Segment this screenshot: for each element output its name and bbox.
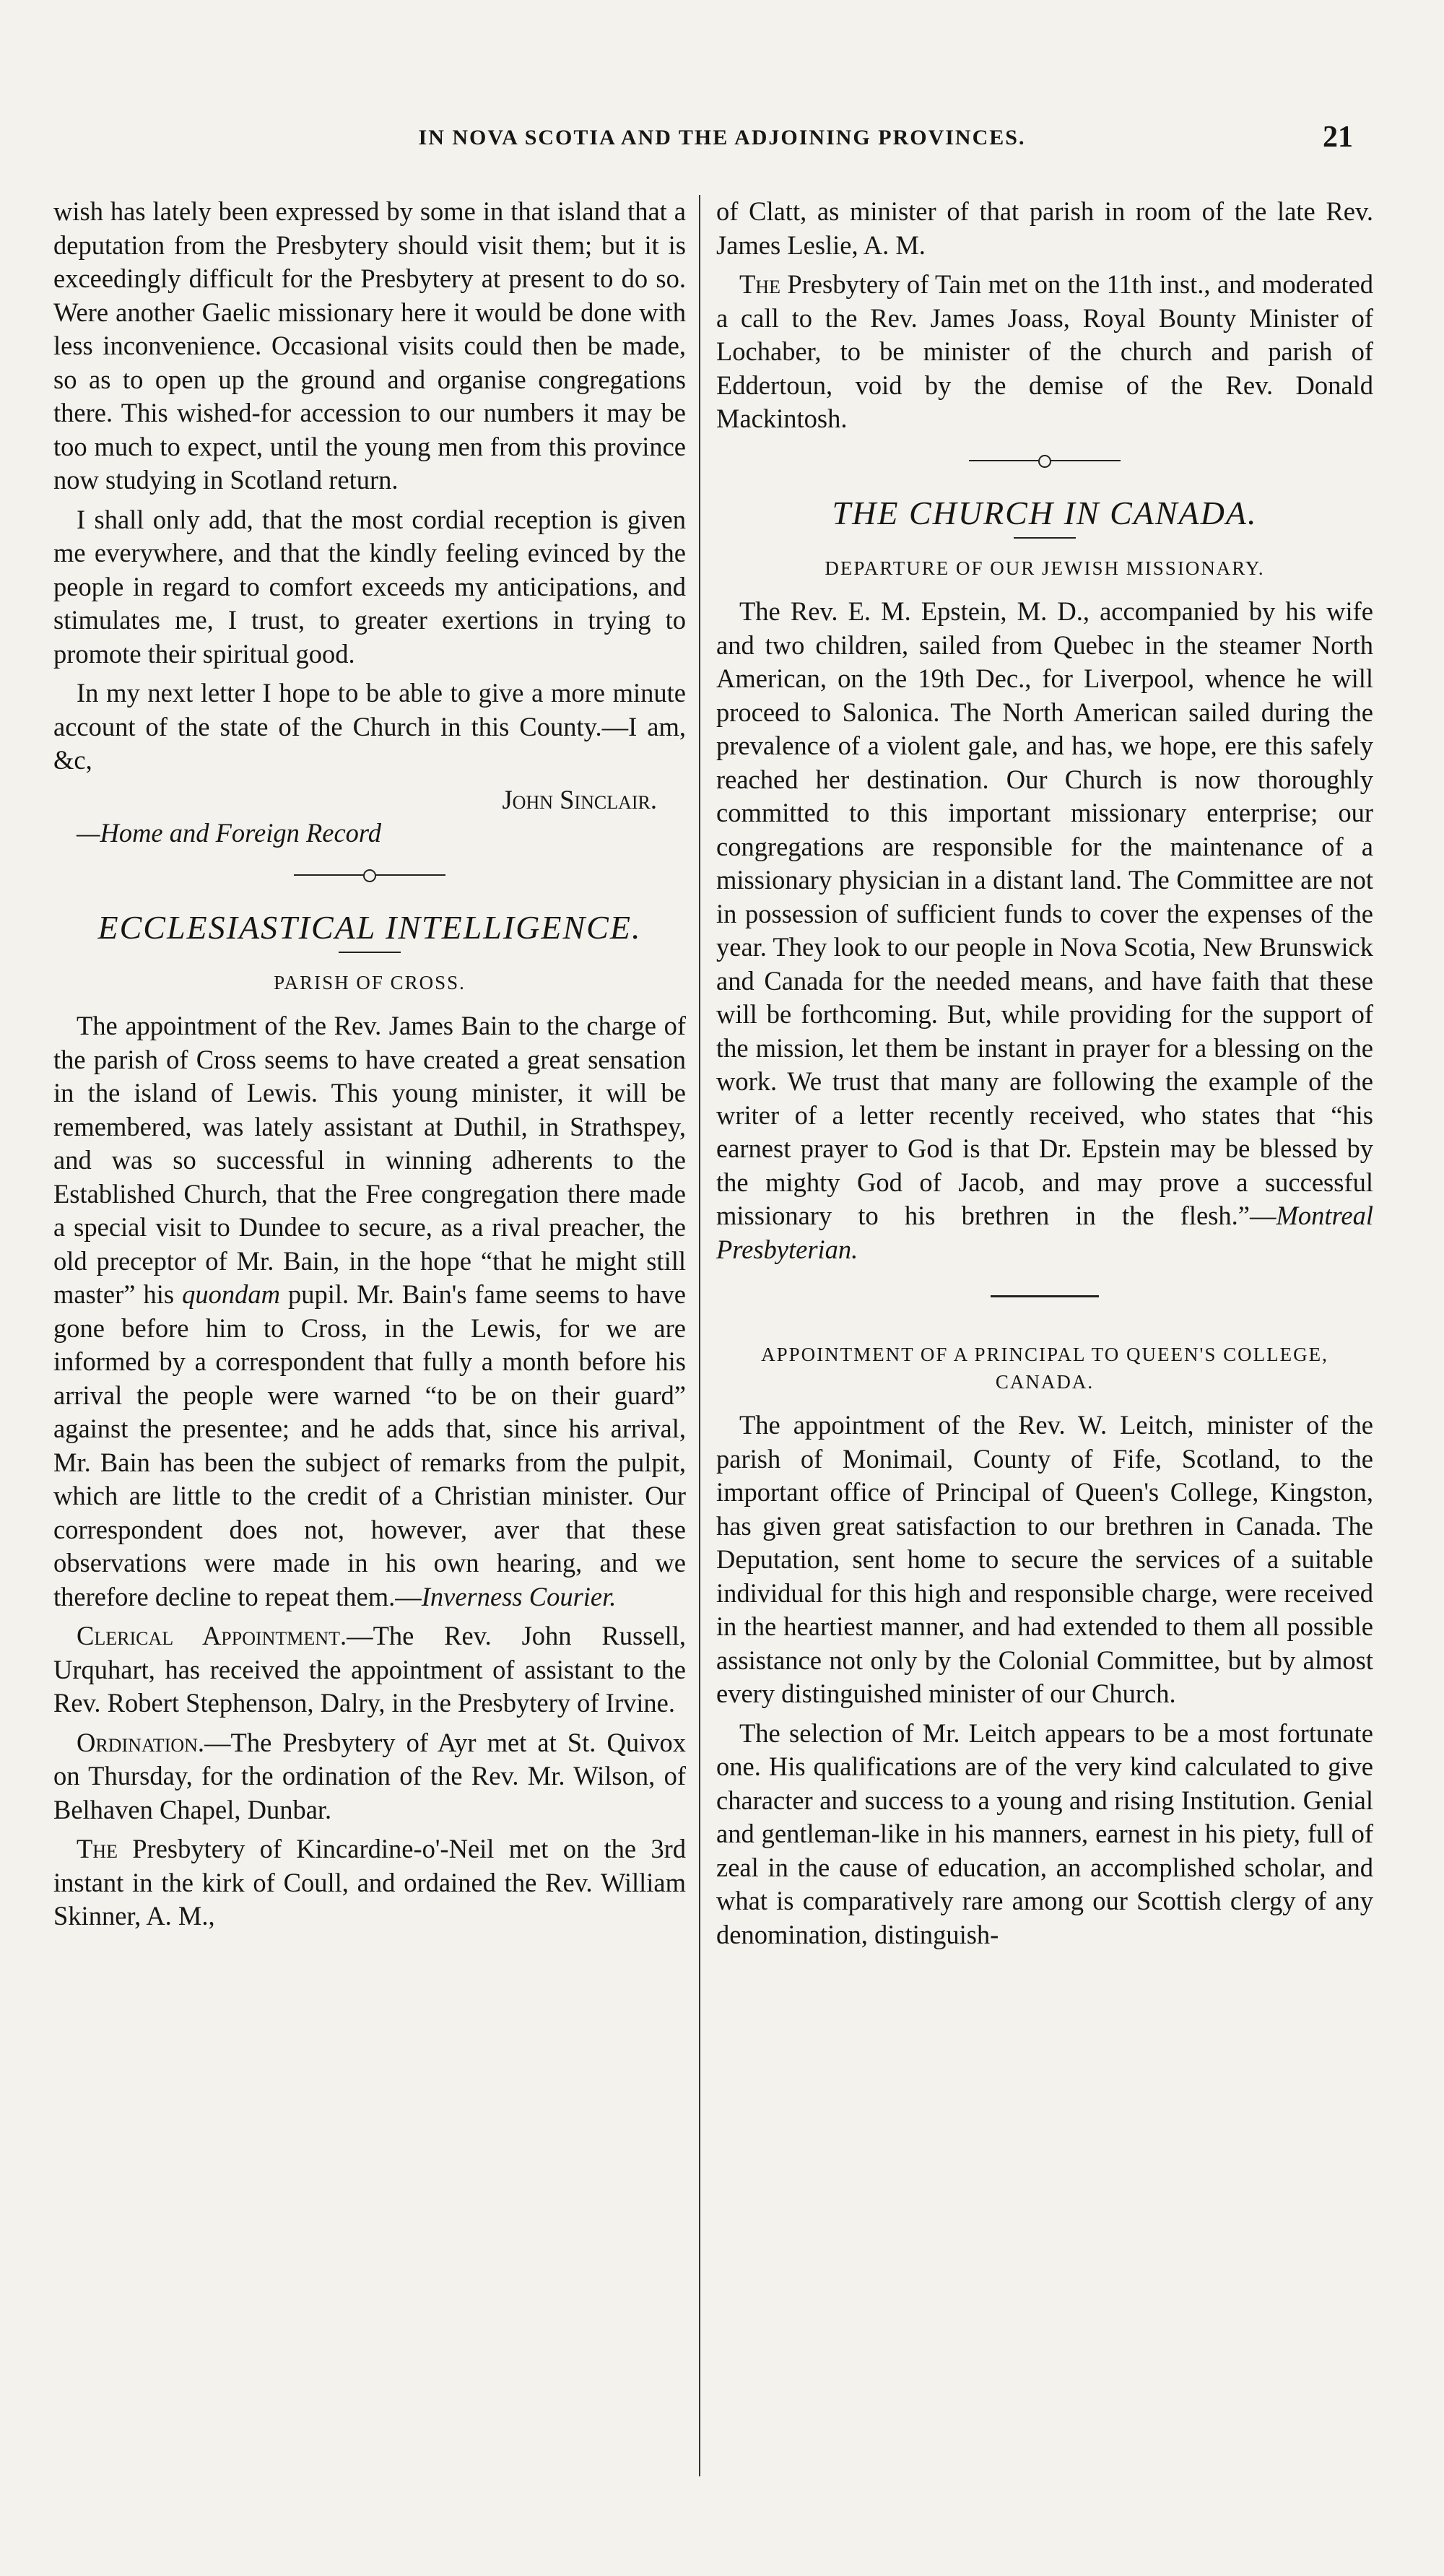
source-credit: —Home and Foreign Record [77,818,382,848]
column-divider [699,195,700,2476]
section-title: ECCLESIASTICAL INTELLIGENCE. [97,908,642,946]
ornament-divider [294,868,445,882]
paragraph [53,1619,686,1720]
paragraph: The appointment of the Rev. W. Leitch, minister of the parish of Monimail, County of Fife, Scotland, to the important office of Principal of Queen's College, Kingston, has given great satisfaction to our brethren in Canada. The Deputation, sent home to secure the services of a suitable individual for this high and responsible charge, were received in the heartiest manner, and had extended to them all possible assistance not only by the Colonial Committee, but by almost every distinguished minister of our Church. [716,1410,1373,1708]
text-run: —The Rev. John Russell, Urquhart, has received the appointment of assistant to the Rev. Robert Stephenson, Dalry, in the Presbytery of Irvine. [53,1621,686,1718]
paragraph [716,595,1373,1266]
paragraph: In my next letter I hope to be able to give a more minute account of the state of the Church in this County.—I am, &c, [53,678,686,775]
paragraph: The selection of Mr. Leitch appears to be a most fortunate one. His qualifications are of the very kind calculated to give character and success to a young and rising Institution. Genial and gentleman-like in his manners, earnest in his piety, full of zeal in the cause of education, an accomplished scholar, and what is comparatively rare among our Scottish clergy of any denomination, distinguish- [716,1718,1373,1949]
text-run: Presbytery of Kincardine-o'-Neil met on the 3rd instant in the kirk of Coull, and ordained the Rev. William Skinner, A. M., [53,1834,686,1931]
paragraph [716,268,1373,436]
page-number: 21 [1323,121,1353,154]
plain-divider [991,1295,1099,1297]
paragraph: wish has lately been expressed by some in that island that a deputation from the Presbytery should visit them; but it is exceedingly difficult for the Presbytery at present to do so. Were another Gaelic missionary here it would be done with less inconvenience. Occasional visits could then be made, so as to open up the ground and organise congregations there. This wished-for accession to our numbers it may be too much to expect, until the young men from this province now studying in Scotland return. [53,196,686,495]
text-run: The appointment of the Rev. James Bain to the charge of the parish of Cross seems to have created a great sensation in the island of Lewis. This young minister, it will be remembered, was lately assistant at Duthil, in Strathspey, and was so successful in winning adherents to the Established Church, that the Free congregation there made a special visit to Dundee to secure, as a rival preacher, the old preceptor of Mr. Bain, in the hope “that he might still master” his [53,1011,686,1309]
sub-heading: DEPARTURE OF OUR JEWISH MISSIONARY. [825,557,1265,579]
signature: John Sinclair. [502,784,657,814]
short-rule [339,952,401,953]
run-in-heading: Ordination. [77,1727,205,1757]
paragraph: I shall only add, that the most cordial reception is given me everywhere, and that the kindly feeling evinced by the people in regard to comfort exceeds my anticipations, and stimulates me, I trust, to greater exertions in trying to promote their spiritual good. [53,504,686,669]
right-column [716,195,1373,2518]
text-run: The Rev. E. M. Epstein, M. D., accompanied by his wife and two children, sailed from Quebec in the steamer North American, on the 19th Dec., for Liverpool, whence he will proceed to Salonica. The North American sailed during the prevalence of a violent gale, and has, we hope, ere this safely reached her destination. Our Church is now thoroughly committed to this important missionary enterprise; our congregations are responsible for the maintenance of a missionary physician in a distant land. The Committee are not in possession of sufficient funds to cover the expenses of the year. They look to our people in Nova Scotia, New Brunswick and Canada for the needed means, and have faith that these will be forthcoming. But, while providing for the support of the mission, let them be instant in prayer for a blessing on the work. We trust that many are following the example of the writer of a letter recently received, who states that “his earnest prayer to God is that Dr. Epstein may be blessed by the mighty God of Jacob, and may prove a successful missionary to his brethren in the flesh.”— [716,596,1373,1230]
section-title: THE CHURCH IN CANADA. [832,494,1258,531]
running-head [87,108,1357,152]
sub-heading: APPOINTMENT OF A PRINCIPAL TO QUEEN'S COLLEGE, CANADA. [761,1344,1328,1393]
text-run: Presbytery of Tain met on the 11th inst., and moderated a call to the Rev. James Joass, Royal Bounty Minister of Lochaber, to be minister of the church and parish of Eddertoun, void by the demise of the Rev. Donald Mackintosh. [716,269,1373,433]
paragraph: of Clatt, as minister of that parish in room of the late Rev. James Leslie, A. M. [716,196,1373,260]
run-in-heading: Clerical Appointment. [77,1621,347,1650]
text-run: pupil. Mr. Bain's fame seems to have gone before him to Cross, in the Lewis, for we are informed by a correspondent that fully a month before his arrival the people were warned “to be on their guard” against the presentee; and he adds that, since his arrival, Mr. Bain has been the subject of remarks from the pulpit, which are little to the credit of a Christian minister. Our correspondent does not, however, aver that these observations were made in his own hearing, and we therefore decline to repeat them.— [53,1279,686,1611]
running-title: IN NOVA SCOTIA AND THE ADJOINING PROVINCES. [418,126,1026,149]
italic-word: quondam [182,1279,280,1309]
text-run: —The Presbytery of Ayr met at St. Quivox on Thursday, for the ordination of the Rev. Mr. Wilson, of Belhaven Chapel, Dunbar. [53,1727,686,1824]
run-in-heading: The [739,269,780,299]
paragraph [53,1009,686,1614]
paragraph [53,1832,686,1933]
left-column [53,195,686,2518]
sub-heading: PARISH OF CROSS. [274,972,466,993]
source-credit: Montreal Presbyterian. [716,1201,1373,1264]
short-rule [1014,537,1076,539]
source-credit: Inverness Courier. [421,1581,617,1611]
ornament-divider [969,453,1121,468]
run-in-heading: The [77,1834,118,1863]
paragraph [53,1726,686,1827]
